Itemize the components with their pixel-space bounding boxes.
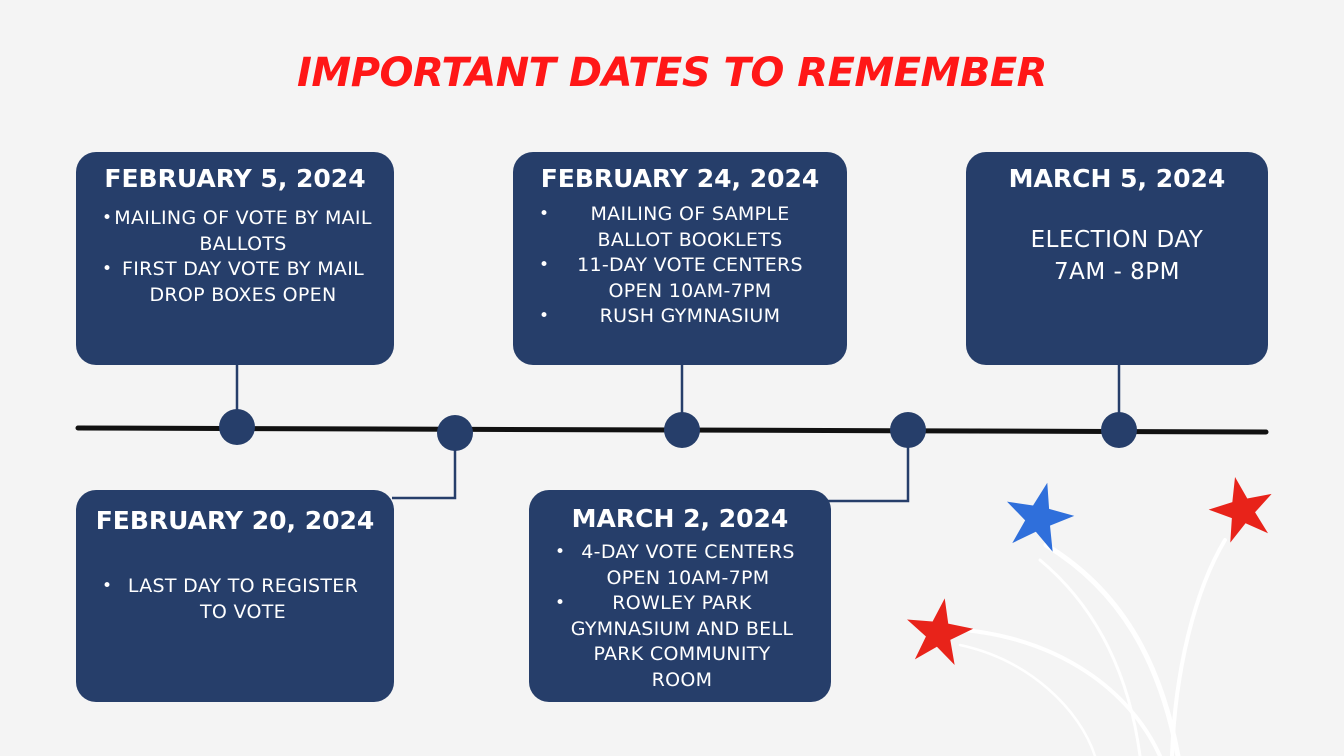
star-trail (965, 630, 1160, 756)
star-icon (1203, 469, 1281, 545)
timeline-node (664, 412, 700, 448)
event-card-feb-20 (76, 490, 394, 702)
event-detail-item: • MAILING OF VOTE BY MAIL BALLOTS (76, 206, 394, 257)
event-date: MARCH 5, 2024 (1008, 164, 1226, 193)
star-trail (1046, 545, 1178, 756)
event-detail-line: ELECTION DAY (1030, 227, 1204, 253)
star-icon (902, 594, 977, 667)
event-card-mar-2 (529, 490, 831, 702)
timeline-node (219, 409, 255, 445)
event-detail-line: 7AM - 8PM (1054, 259, 1180, 285)
event-card-mar-5 (966, 152, 1268, 365)
event-details (76, 206, 394, 308)
event-detail-item: • LAST DAY TO REGISTER TO VOTE (76, 574, 394, 625)
page-title: IMPORTANT DATES TO REMEMBER (297, 50, 1047, 96)
event-details (513, 202, 847, 330)
event-detail-item: • 11-DAY VOTE CENTERS OPEN 10AM-7PM (513, 253, 847, 304)
star-icon (999, 475, 1080, 554)
event-card-feb-5 (76, 152, 394, 365)
event-details (76, 574, 394, 625)
timeline-node (437, 415, 473, 451)
event-date: FEBRUARY 5, 2024 (104, 164, 366, 193)
event-card-feb-24 (513, 152, 847, 365)
event-detail-item: • MAILING OF SAMPLE BALLOT BOOKLETS (513, 202, 847, 253)
timeline-node (890, 412, 926, 448)
star-trail (1172, 540, 1225, 756)
event-details (966, 224, 1268, 288)
event-date: FEBRUARY 24, 2024 (540, 164, 820, 193)
event-detail-item: • ROWLEY PARK GYMNASIUM AND BELL PARK COMMUNITY ROOM (529, 591, 831, 693)
timeline-node (1101, 412, 1137, 448)
event-date: FEBRUARY 20, 2024 (95, 506, 375, 535)
event-detail-item: • 4-DAY VOTE CENTERS OPEN 10AM-7PM (529, 540, 831, 591)
star-trail (960, 645, 1095, 756)
event-detail-item: • RUSH GYMNASIUM (513, 304, 847, 330)
event-date: MARCH 2, 2024 (571, 504, 789, 533)
event-detail-item: • FIRST DAY VOTE BY MAIL DROP BOXES OPEN (76, 257, 394, 308)
event-details (529, 540, 831, 693)
star-trail (1040, 560, 1140, 756)
